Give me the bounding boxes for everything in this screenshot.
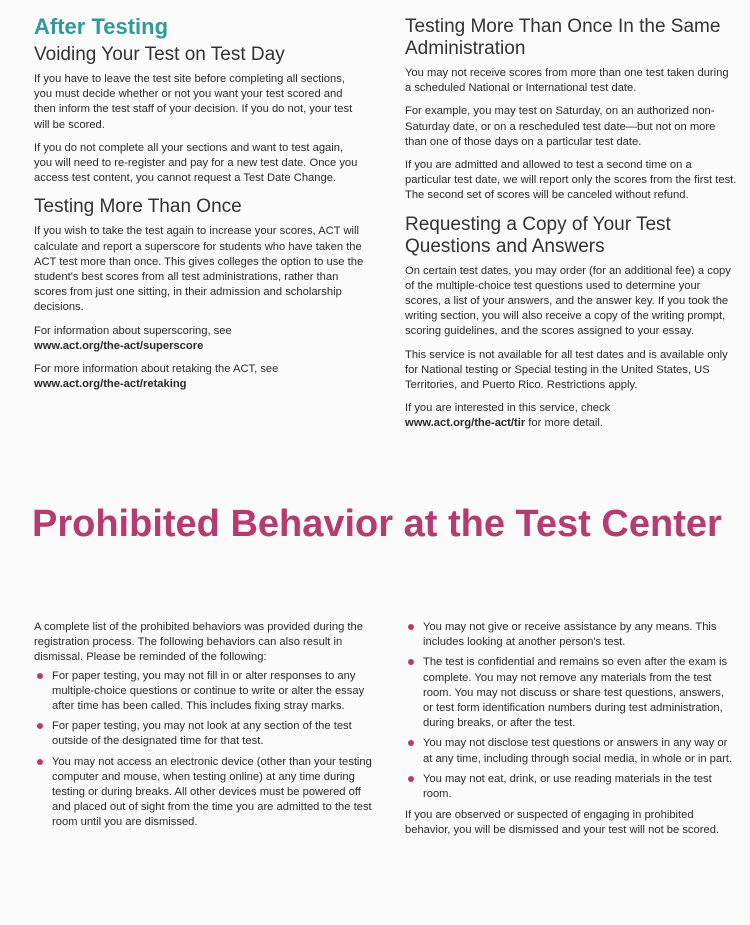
- bullet-icon: [408, 776, 414, 782]
- same-admin-paragraph-3: If you are admitted and allowed to test a second time on a particular test date, we will report only the scores from the first test. The second set of scores will be canceled without refund.: [405, 159, 737, 202]
- list-item: You may not disclose test questions or answers in any way or at any time, including through social media, in whole or in part.: [405, 736, 737, 766]
- prohibited-left-column: [34, 620, 374, 836]
- more-than-once-title: Testing More Than Once: [34, 196, 242, 218]
- bullet-icon: [408, 740, 414, 746]
- list-item: You may not give or receive assistance by any means. This includes looking at another person's test.: [405, 620, 737, 650]
- list-item: You may not eat, drink, or use reading materials in the test room.: [405, 772, 737, 802]
- after-testing-heading: After Testing: [34, 14, 169, 39]
- superscore-text: For information about superscoring, see: [34, 324, 232, 337]
- voiding-paragraph-1: If you have to leave the test site before completing all sections, you must decide whether or not you want your test scored and then inform the test staff of your decision. If you do not, your test will be scored.: [34, 73, 353, 131]
- retaking-text: For more information about retaking the ACT, see: [34, 363, 279, 376]
- retaking-paragraph: [34, 362, 364, 392]
- list-item: For paper testing, you may not fill in or alter responses to any multiple-choice questions or continue to write or alter the essay after time has been called. This includes fixing stray marks.: [34, 669, 374, 715]
- more-than-once-paragraph-1: If you wish to take the test again to increase your scores, ACT will calculate and report a superscore for students who have taken the ACT test more than once. This gives colleges the option to use the student's best scores from all test administrations, rather than scores from just one sitting, in their admission and scholarship decisions.: [34, 225, 364, 314]
- retaking-link[interactable]: www.act.org/the-act/retaking: [34, 378, 187, 391]
- prohibited-right-column: [405, 620, 737, 847]
- same-admin-paragraph-1: You may not receive scores from more than one test taken during a scheduled National or International test date.: [405, 67, 729, 95]
- bullet-icon: [408, 659, 414, 665]
- bullet-icon: [37, 673, 43, 679]
- tir-link[interactable]: www.act.org/the-act/tir: [405, 417, 526, 430]
- superscore-link[interactable]: www.act.org/the-act/superscore: [34, 339, 204, 352]
- copy-request-paragraph-3: [405, 401, 737, 431]
- same-admin-paragraph-2: For example, you may test on Saturday, on an authorized non-Saturday date, or on a rescheduled test date—but not on more than one of those days on a particular test date.: [405, 105, 716, 148]
- same-admin-title: Testing More Than Once In the Same Administration: [405, 16, 721, 59]
- bullet-icon: [408, 624, 414, 630]
- prohibited-behavior-title: Prohibited Behavior at the Test Center: [32, 503, 722, 545]
- prohibited-left-list: [34, 669, 374, 831]
- list-item: You may not access an electronic device (other than your testing computer and mouse, when testing online) at any time during testing or during breaks. All other devices must be powered off and placed out of sight from the time you are admitted to the test room until you are dismissed.: [34, 755, 374, 831]
- voiding-paragraph-2: If you do not complete all your sections and want to test again, you will need to re-register and pay for a new test date. Once you access test content, you cannot request a Test Date Change.: [34, 141, 358, 185]
- after-testing-section: [34, 14, 364, 400]
- prohibited-closing: If you are observed or suspected of engaging in prohibited behavior, you will be dismissed and your test will not be scored.: [405, 809, 720, 837]
- copy-request-title: Requesting a Copy of Your Test Questions and Answers: [405, 213, 671, 257]
- prohibited-right-list: [405, 620, 737, 802]
- bullet-icon: [37, 759, 43, 765]
- tir-after-text: for more detail.: [525, 417, 603, 430]
- list-item: For paper testing, you may not look at any section of the test outside of the designated time for that test.: [34, 719, 374, 749]
- list-item: The test is confidential and remains so even after the exam is complete. You may not remove any materials from the test room. You may not discuss or share test questions, answers, or test form identification numbers during test administration, during breaks, or after the test.: [405, 655, 737, 731]
- superscore-paragraph: [34, 324, 364, 354]
- prohibited-intro: A complete list of the prohibited behaviors was provided during the registration process. The following behaviors can also result in dismissal. Please be reminded of the following:: [34, 621, 363, 664]
- copy-request-paragraph-2: This service is not available for all test dates and is available only for National testing or Special testing in the United States, US Territories, and Puerto Rico. Restrictions apply.: [405, 348, 728, 392]
- right-top-column: [405, 16, 737, 440]
- bullet-icon: [37, 723, 43, 729]
- voiding-title: Voiding Your Test on Test Day: [34, 44, 285, 65]
- tir-text: If you are interested in this service, check: [405, 402, 611, 415]
- copy-request-paragraph-1: On certain test dates, you may order (for an additional fee) a copy of the multiple-choice test questions used to determine your scores, a list of your answers, and the answer key. If you took the writing section, you will also receive a copy of the writing prompt, scoring guidelines, and the scores assigned to your essay.: [405, 264, 731, 338]
